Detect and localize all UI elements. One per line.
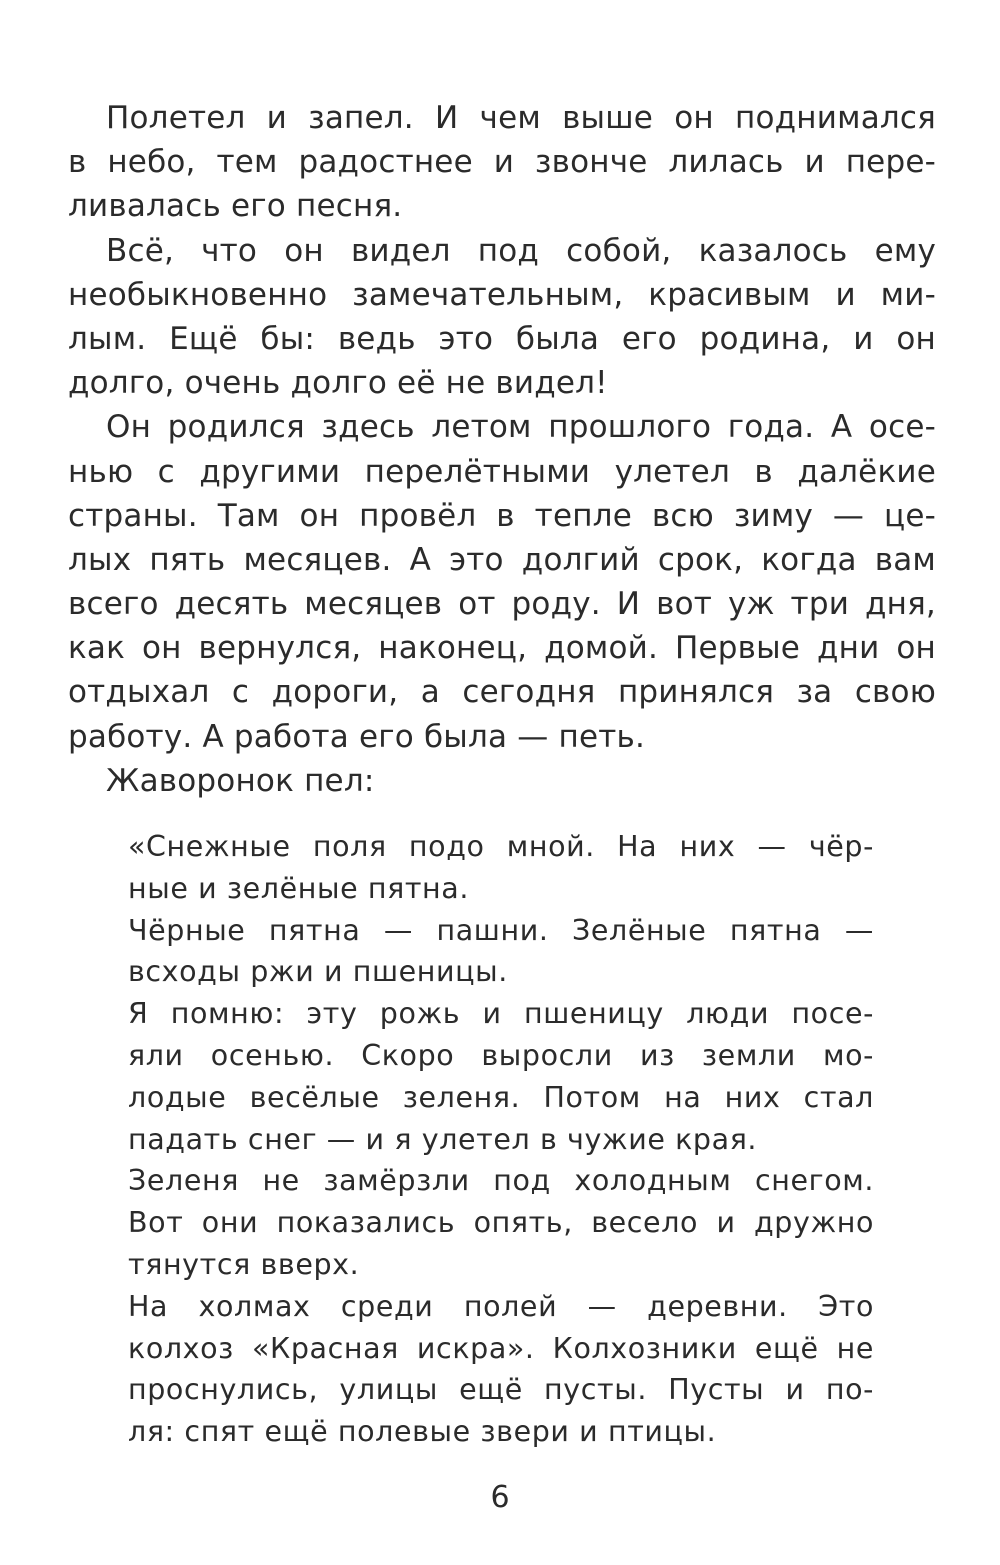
text-line: как он вернулся, наконец, домой. Первые дни он [68,630,936,667]
song-line: Зеленя не замёрзли под холодным снегом. [128,1164,874,1198]
text-line: Жаворонок пел: [106,762,375,799]
song-line: падать снег — и я улетел в чужие края. [128,1122,758,1156]
lark-song [128,826,874,1453]
song-line: ные и зелёные пятна. [128,871,470,905]
song-line: Вот они показались опять, весело и дружно [128,1206,874,1240]
song-line: Я помню: эту рожь и пшеницу люди посе- [128,997,874,1031]
text-line: Полетел и запел. И чем выше он поднимался [106,100,936,136]
song-line: колхоз «Красная искра». Колхозники ещё не [128,1331,874,1365]
song-line: всходы ржи и пшеницы. [128,955,508,989]
text-line: необыкновенно замечательным, красивым и ми- [68,276,936,313]
text-line: Всё, что он видел под собой, казалось ему [106,232,936,269]
main-text [68,96,936,803]
page-number: 6 [490,1480,510,1515]
song-line: «Снежные поля подо мной. На них — чёр- [128,830,874,863]
text-line: всего десять месяцев от роду. И вот уж три дня, [68,586,936,623]
song-line: ля: спят ещё полевые звери и птицы. [128,1415,717,1449]
text-line: лых пять месяцев. А это долгий срок, когда вам [68,541,936,578]
song-line: проснулись, улицы ещё пусты. Пусты и по- [128,1373,874,1407]
song-line: лодые весёлые зеленя. Потом на них стал [128,1080,874,1114]
text-line: страны. Там он провёл в тепле всю зиму — це- [68,497,936,534]
text-line: отдыхал с дороги, а сегодня принялся за свою [68,674,936,711]
text-line: лым. Ещё бы: ведь это была его родина, и он [68,320,936,357]
song-line: яли осенью. Скоро выросли из земли мо- [128,1038,874,1072]
text-line: Он родился здесь летом прошлого года. А осе- [106,409,936,446]
text-line: долго, очень долго её не видел! [68,365,608,402]
text-line: нью с другими перелётными улетел в далёкие [68,453,936,490]
song-line: На холмах среди полей — деревни. Это [128,1289,874,1323]
text-line: ливалась его песня. [68,188,403,225]
text-line: работу. А работа его была — петь. [68,718,646,755]
song-line: тянутся вверх. [128,1247,360,1281]
text-line: в небо, тем радостнее и звонче лилась и пере- [68,144,936,181]
song-line: Чёрные пятна — пашни. Зелёные пятна — [128,913,874,947]
